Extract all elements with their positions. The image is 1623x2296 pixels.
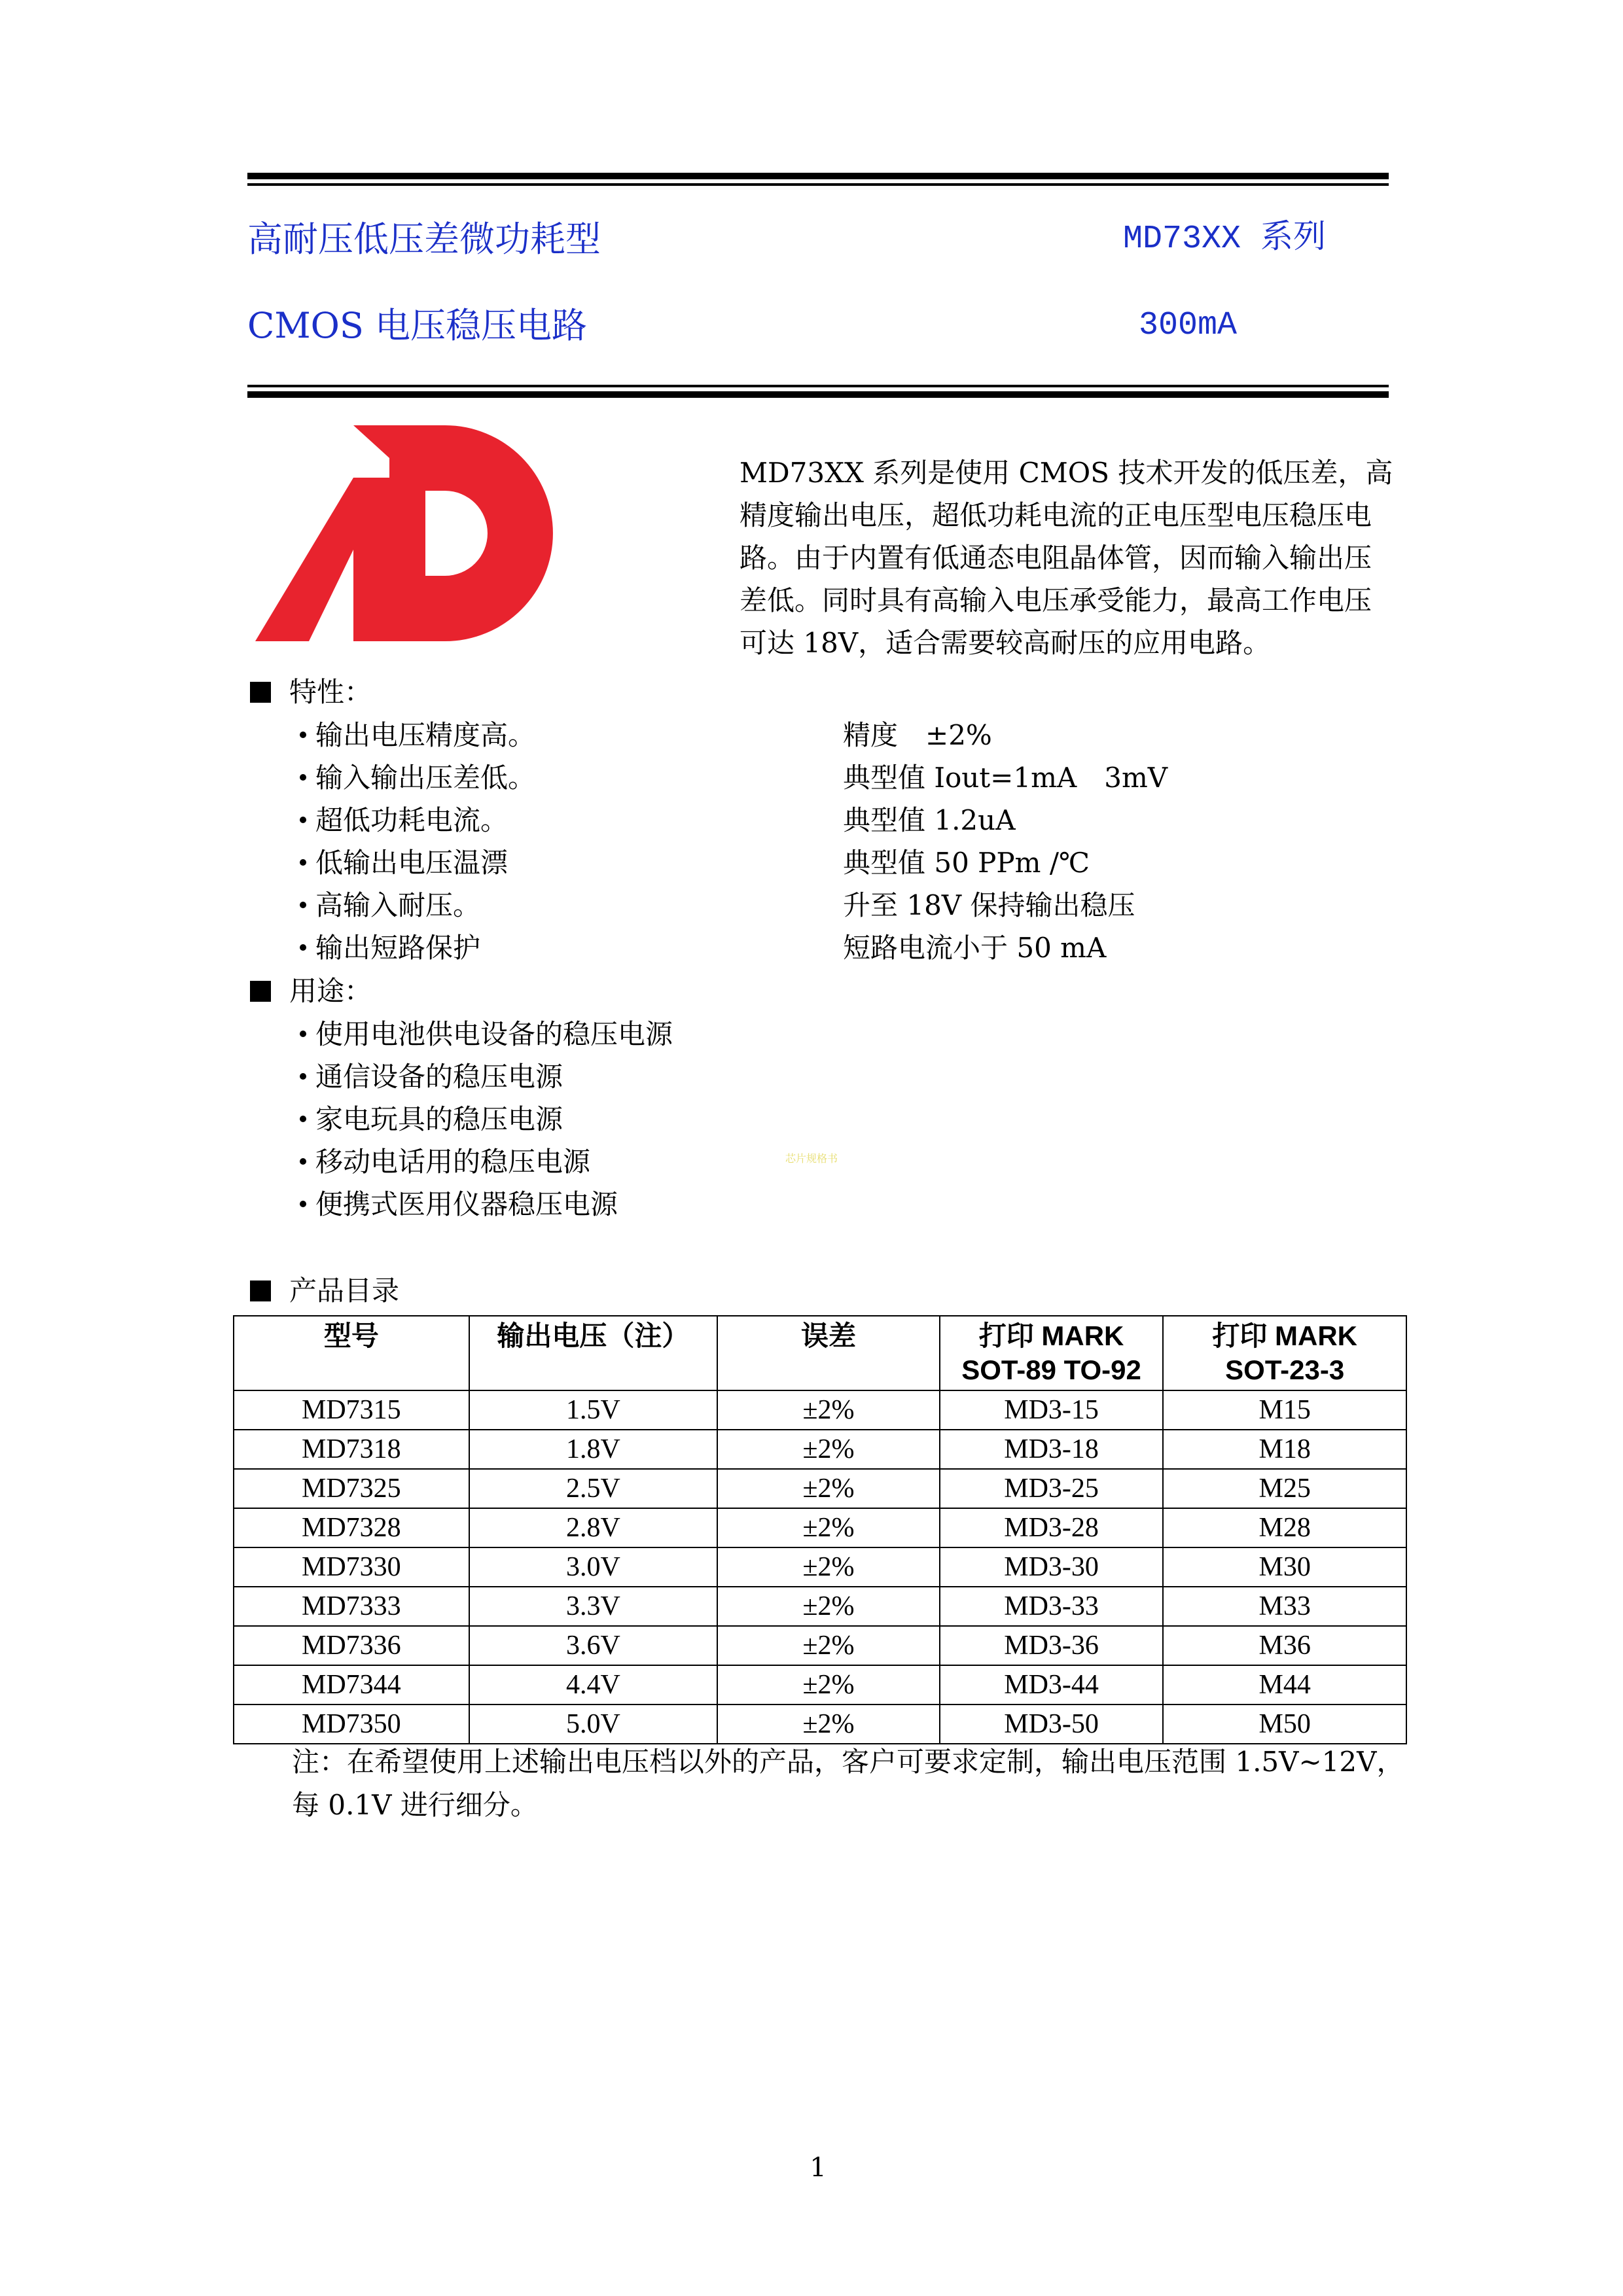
table-cell: MD3-25 <box>940 1469 1164 1508</box>
feature-spec: 精度 ±2% <box>843 719 992 751</box>
intro-line: 精度输出电压，超低功耗电流的正电压型电压稳压电 <box>740 499 1372 531</box>
bullet-icon <box>300 1116 306 1122</box>
table-cell: M25 <box>1163 1469 1406 1508</box>
table-cell: ±2% <box>717 1508 940 1547</box>
square-bullet-icon <box>250 682 271 703</box>
bullet-icon <box>300 1201 306 1207</box>
col-header-tolerance: 误差 <box>717 1316 940 1390</box>
table-cell: ±2% <box>717 1626 940 1665</box>
table-cell: 3.6V <box>469 1626 718 1665</box>
feature-spec: 短路电流小于 50 mA <box>843 932 1107 964</box>
table-cell: M33 <box>1163 1587 1406 1626</box>
col-header-model: 型号 <box>234 1316 469 1390</box>
table-row <box>234 1626 1406 1665</box>
features-heading: 特性： <box>250 674 372 711</box>
product-catalog-table <box>233 1315 1407 1744</box>
feature-spec: 升至 18V 保持输出稳压 <box>843 889 1135 921</box>
header-top-rule-thick <box>247 173 1389 179</box>
series-label: MD73XX 系列 <box>1123 221 1327 258</box>
col-header-mark-sot89: 打印 MARK SOT-89 TO-92 <box>940 1316 1164 1390</box>
application-item: 便携式医用仪器稳压电源 <box>300 1186 618 1223</box>
table-row <box>234 1508 1406 1547</box>
header-bottom-rule-thick <box>247 391 1389 398</box>
table-cell: 3.0V <box>469 1547 718 1587</box>
footnote <box>292 1740 1404 1827</box>
footnote-line: 每 0.1V 进行细分。 <box>292 1789 538 1821</box>
feature-spec: 典型值 1.2uA <box>843 804 1016 836</box>
current-rating: 300mA <box>1139 307 1238 344</box>
application-item: 家电玩具的稳压电源 <box>300 1101 563 1138</box>
intro-line: 差低。同时具有高输入电压承受能力，最高工作电压 <box>740 584 1372 616</box>
table-cell: MD3-28 <box>940 1508 1164 1547</box>
title-line1: 高耐压低压差微功耗型 <box>247 219 601 260</box>
table-cell: MD7344 <box>234 1665 469 1704</box>
bullet-icon <box>300 944 306 951</box>
table-cell: MD3-50 <box>940 1704 1164 1744</box>
feature-spec: 典型值 50 PPm /℃ <box>843 847 1090 879</box>
table-row <box>234 1587 1406 1626</box>
table-cell: MD3-15 <box>940 1390 1164 1430</box>
watermark: 芯片规格书 <box>785 1152 838 1165</box>
table-cell: M50 <box>1163 1704 1406 1744</box>
bullet-icon <box>300 1158 306 1165</box>
table-cell: 2.5V <box>469 1469 718 1508</box>
table-cell: ±2% <box>717 1547 940 1587</box>
table-cell: MD7318 <box>234 1430 469 1469</box>
footnote-line: 注：在希望使用上述输出电压档以外的产品，客户可要求定制，输出电压范围 1.5V~12V， <box>292 1746 1404 1778</box>
table-row <box>234 1430 1406 1469</box>
square-bullet-icon <box>250 1280 271 1301</box>
table-cell: ±2% <box>717 1665 940 1704</box>
intro-line: 路。由于内置有低通态电阻晶体管，因而输入输出压 <box>740 542 1372 574</box>
table-cell: M36 <box>1163 1626 1406 1665</box>
table-cell: MD3-44 <box>940 1665 1164 1704</box>
table-cell: MD3-33 <box>940 1587 1164 1626</box>
header-bottom-rule-thin <box>247 385 1389 387</box>
feature-item: 高输入耐压。 <box>300 887 480 924</box>
bullet-icon <box>300 817 306 823</box>
md-logo <box>255 425 563 641</box>
table-cell: ±2% <box>717 1430 940 1469</box>
col-header-voltage: 输出电压（注） <box>469 1316 718 1390</box>
table-cell: M30 <box>1163 1547 1406 1587</box>
table-cell: 3.3V <box>469 1587 718 1626</box>
table-cell: MD7333 <box>234 1587 469 1626</box>
table-cell: M18 <box>1163 1430 1406 1469</box>
table-row <box>234 1665 1406 1704</box>
table-row <box>234 1469 1406 1508</box>
table-cell: MD3-30 <box>940 1547 1164 1587</box>
table-cell: MD7330 <box>234 1547 469 1587</box>
table-cell: ±2% <box>717 1469 940 1508</box>
table-cell: ±2% <box>717 1587 940 1626</box>
table-cell: ±2% <box>717 1704 940 1744</box>
page-number: 1 <box>810 2153 827 2183</box>
bullet-icon <box>300 732 306 738</box>
header-top-rule-thin <box>247 183 1389 186</box>
intro-line: 可达 18V，适合需要较高耐压的应用电路。 <box>740 627 1271 659</box>
table-cell: 1.5V <box>469 1390 718 1430</box>
feature-item: 输入输出压差低。 <box>300 760 535 796</box>
table-cell: MD3-36 <box>940 1626 1164 1665</box>
catalog-heading: 产品目录 <box>250 1273 399 1309</box>
table-cell: 2.8V <box>469 1508 718 1547</box>
feature-item: 输出电压精度高。 <box>300 717 535 754</box>
application-item: 使用电池供电设备的稳压电源 <box>300 1016 673 1053</box>
table-header-row <box>234 1316 1406 1390</box>
table-cell: 1.8V <box>469 1430 718 1469</box>
application-item: 移动电话用的稳压电源 <box>300 1144 590 1180</box>
table-cell: M15 <box>1163 1390 1406 1430</box>
table-cell: MD7328 <box>234 1508 469 1547</box>
intro-paragraph <box>740 451 1394 664</box>
table-cell: 4.4V <box>469 1665 718 1704</box>
feature-item: 输出短路保护 <box>300 930 480 966</box>
square-bullet-icon <box>250 981 271 1002</box>
feature-item: 超低功耗电流。 <box>300 802 508 839</box>
bullet-icon <box>300 1031 306 1037</box>
bullet-icon <box>300 859 306 866</box>
title-line2: CMOS 电压稳压电路 <box>247 305 588 346</box>
table-row <box>234 1704 1406 1744</box>
table-cell: 5.0V <box>469 1704 718 1744</box>
table-row <box>234 1547 1406 1587</box>
bullet-icon <box>300 902 306 908</box>
col-header-mark-sot23: 打印 MARK SOT-23-3 <box>1163 1316 1406 1390</box>
table-cell: M28 <box>1163 1508 1406 1547</box>
table-row <box>234 1390 1406 1430</box>
application-item: 通信设备的稳压电源 <box>300 1059 563 1095</box>
table-cell: MD7315 <box>234 1390 469 1430</box>
intro-line: MD73XX 系列是使用 CMOS 技术开发的低压差，高 <box>740 457 1393 489</box>
bullet-icon <box>300 1073 306 1080</box>
table-cell: M44 <box>1163 1665 1406 1704</box>
feature-spec: 典型值 Iout=1mA 3mV <box>843 762 1168 794</box>
table-cell: MD7350 <box>234 1704 469 1744</box>
applications-heading: 用途： <box>250 973 372 1010</box>
table-cell: MD3-18 <box>940 1430 1164 1469</box>
table-cell: MD7325 <box>234 1469 469 1508</box>
feature-item: 低输出电压温漂 <box>300 845 508 881</box>
table-cell: ±2% <box>717 1390 940 1430</box>
bullet-icon <box>300 774 306 781</box>
table-cell: MD7336 <box>234 1626 469 1665</box>
